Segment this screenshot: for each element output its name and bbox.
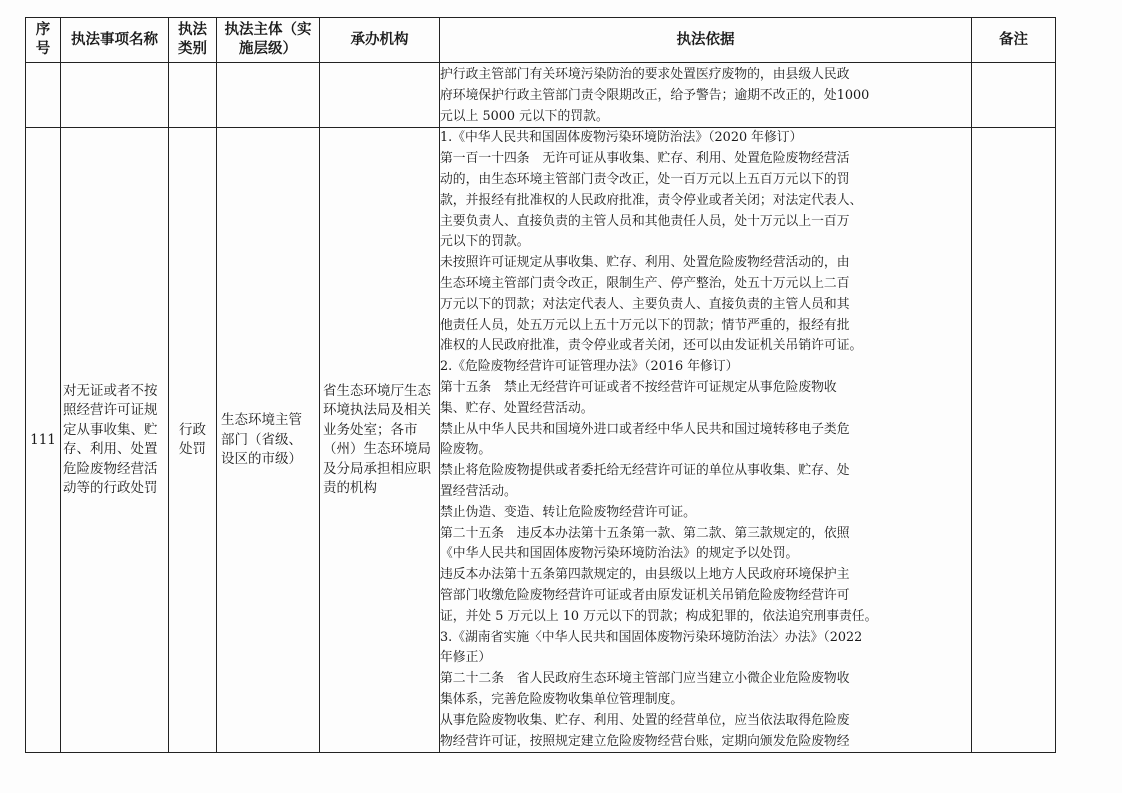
basis-line: 2.《危险废物经营许可证管理办法》（2016 年修订）: [440, 359, 739, 375]
basis-line: 第一百一十四条 无许可证从事收集、贮存、利用、处置危险废物经营活: [440, 151, 850, 167]
basis-line: 第二十二条 省人民政府生态环境主管部门应当建立小微企业危险废物收: [440, 671, 850, 687]
row-basis: [440, 128, 972, 753]
cont-basis-line: 元以上 5000 元以下的罚款。: [440, 108, 609, 124]
cont-basis: [440, 63, 972, 128]
basis-line: 集、贮存、处置经营活动。: [440, 400, 594, 416]
basis-line: 1.《中华人民共和国固体废物污染环境防治法》（2020 年修订）: [440, 130, 803, 146]
basis-line: 主要负责人、直接负责的主管人员和其他责任人员，处十万元以上一百万: [440, 213, 850, 229]
basis-line: 他责任人员，处五万元以上五十万元以下的罚款；情节严重的，报经有批: [440, 317, 850, 333]
header-category: 执法类别: [169, 18, 217, 63]
cont-category: [169, 63, 217, 128]
basis-line: 置经营活动。: [440, 483, 517, 499]
basis-line: 动的，由生态环境主管部门责令改正，处一百万元以上五百万元以下的罚: [440, 171, 850, 187]
enforcement-table: [25, 17, 1056, 753]
basis-line: 《中华人民共和国固体废物污染环境防治法》的规定予以处罚。: [440, 546, 799, 562]
row-office: 省生态环境厅生态环境执法局及相关业务处室；各市（州）生态环境局及分局承担相应职责的机构: [320, 128, 440, 753]
basis-line: 禁止从中华人民共和国境外进口或者经中华人民共和国过境转移电子类危: [440, 421, 850, 437]
basis-line: 禁止将危险废物提供或者委托给无经营许可证的单位从事收集、贮存、处: [440, 463, 850, 479]
basis-line: 未按照许可证规定从事收集、贮存、利用、处置危险废物经营活动的，由: [440, 255, 850, 271]
basis-line: 管部门收缴危险废物经营许可证或者由原发证机关吊销危险废物经营许可: [440, 587, 850, 603]
basis-line: 证，并处 5 万元以上 10 万元以下的罚款；构成犯罪的，依法追究刑事责任。: [440, 608, 878, 624]
header-remark: 备注: [972, 18, 1056, 63]
basis-line: 违反本办法第十五条第四款规定的，由县级以上地方人民政府环境保护主: [440, 567, 850, 583]
cont-subject: [217, 63, 320, 128]
basis-line: 从事危险废物收集、贮存、利用、处置的经营单位，应当依法取得危险废: [440, 712, 850, 728]
header-basis: 执法依据: [440, 18, 972, 63]
cont-basis-line: 府环境保护行政主管部门责令限期改正，给予警告；逾期不改正的，处1000: [440, 87, 870, 103]
continuation-row: [26, 63, 1056, 128]
basis-line: 第十五条 禁止无经营许可证或者不按经营许可证规定从事危险废物收: [440, 379, 837, 395]
basis-line: 3.《湖南省实施〈中华人民共和国固体废物污染环境防治法〉办法》（2022: [440, 629, 863, 645]
basis-line: 第二十五条 违反本办法第十五条第一款、第二款、第三款规定的，依照: [440, 525, 850, 541]
basis-line: 年修正）: [440, 650, 492, 666]
cont-name: [61, 63, 169, 128]
basis-line: 生态环境主管部门责令改正，限制生产、停产整治，处五十万元以上二百: [440, 275, 850, 291]
cont-remark: [972, 63, 1056, 128]
row-subject: 生态环境主管部门（省级、设区的市级）: [217, 128, 320, 753]
header-office: 承办机构: [320, 18, 440, 63]
basis-line: 万元以下的罚款；对法定代表人、主要负责人、直接负责的主管人员和其: [440, 296, 850, 312]
header-seq: 序号: [26, 18, 61, 63]
cont-basis-line: 护行政主管部门有关环境污染防治的要求处置医疗废物的，由县级人民政: [440, 67, 850, 82]
row-name: 对无证或者不按照经营许可证规定从事收集、贮存、利用、处置危险废物经营活动等的行政处罚: [61, 128, 169, 753]
basis-line: 禁止伪造、变造、转让危险废物经营许可证。: [440, 504, 696, 520]
row-seq: 111: [26, 128, 61, 753]
header-row: [26, 18, 1056, 63]
basis-line: 物经营许可证，按照规定建立危险废物经营台账，定期向颁发危险废物经: [440, 733, 850, 749]
header-name: 执法事项名称: [61, 18, 169, 63]
basis-line: 元以下的罚款。: [440, 234, 530, 250]
table-row: [26, 128, 1056, 753]
basis-line: 准权的人民政府批准，责令停业或者关闭，还可以由发证机关吊销许可证。: [440, 338, 863, 354]
row-remark: [972, 128, 1056, 753]
header-subject: 执法主体（实施层级）: [217, 18, 320, 63]
basis-line: 集体系，完善危险废物收集单位管理制度。: [440, 691, 684, 707]
basis-line: 款，并报经有批准权的人民政府批准，责令停业或者关闭；对法定代表人、: [440, 192, 863, 208]
basis-line: 险废物。: [440, 442, 492, 458]
cont-office: [320, 63, 440, 128]
cont-seq: [26, 63, 61, 128]
row-category: 行政处罚: [169, 128, 217, 753]
